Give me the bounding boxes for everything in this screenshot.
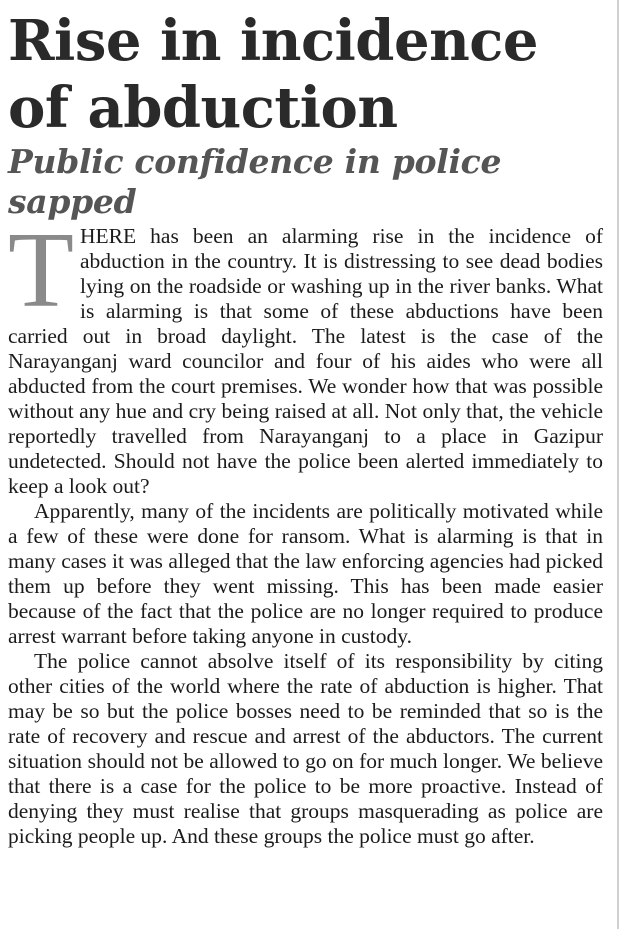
drop-cap: T <box>8 211 74 330</box>
article-paragraph-3: The police cannot absolve itself of its responsibility by citing other cities of the world where the rate of abduction is higher. That may be so but the police bosses need to be reminded that so is the rate of recovery and rescue and arrest of the abductors. The current situation should not be allowed to go on for much longer. We believe that there is a case for the police to be more proactive. Instead of denying they must realise that groups masquerading as police are picking people up. And these groups the police must go after. <box>8 649 603 848</box>
article-body <box>8 211 603 849</box>
paragraph-1-text: HERE has been an alarming rise in the incidence of abduction in the country. It is distressing to see dead bodies lying on the roadside or washing up in the river banks. What is alarming is that some of these abductions have been carried out in broad daylight. The latest is the case of the Narayanganj ward councilor and four of his aides who were all abducted from the court premises. We wonder how that was possible without any hue and cry being raised at all. Not only that, the vehicle reportedly travelled from Narayanganj to a place in Gazipur undetected. Should not have the police been alerted immediately to keep a look out? <box>8 224 603 498</box>
article-headline: Rise in incidence of abduction <box>8 8 539 141</box>
article-paragraph-1 <box>8 211 603 499</box>
article-subheadline: Public confidence in police sapped <box>8 142 502 221</box>
article-paragraph-2: Apparently, many of the incidents are politically motivated while a few of these were done for ransom. What is alarming is that in many cases it was alleged that the law enforcing agencies had picked them up before they went missing. This has been made easier because of the fact that the police are no longer required to produce arrest warrant before taking anyone in custody. <box>8 499 603 648</box>
